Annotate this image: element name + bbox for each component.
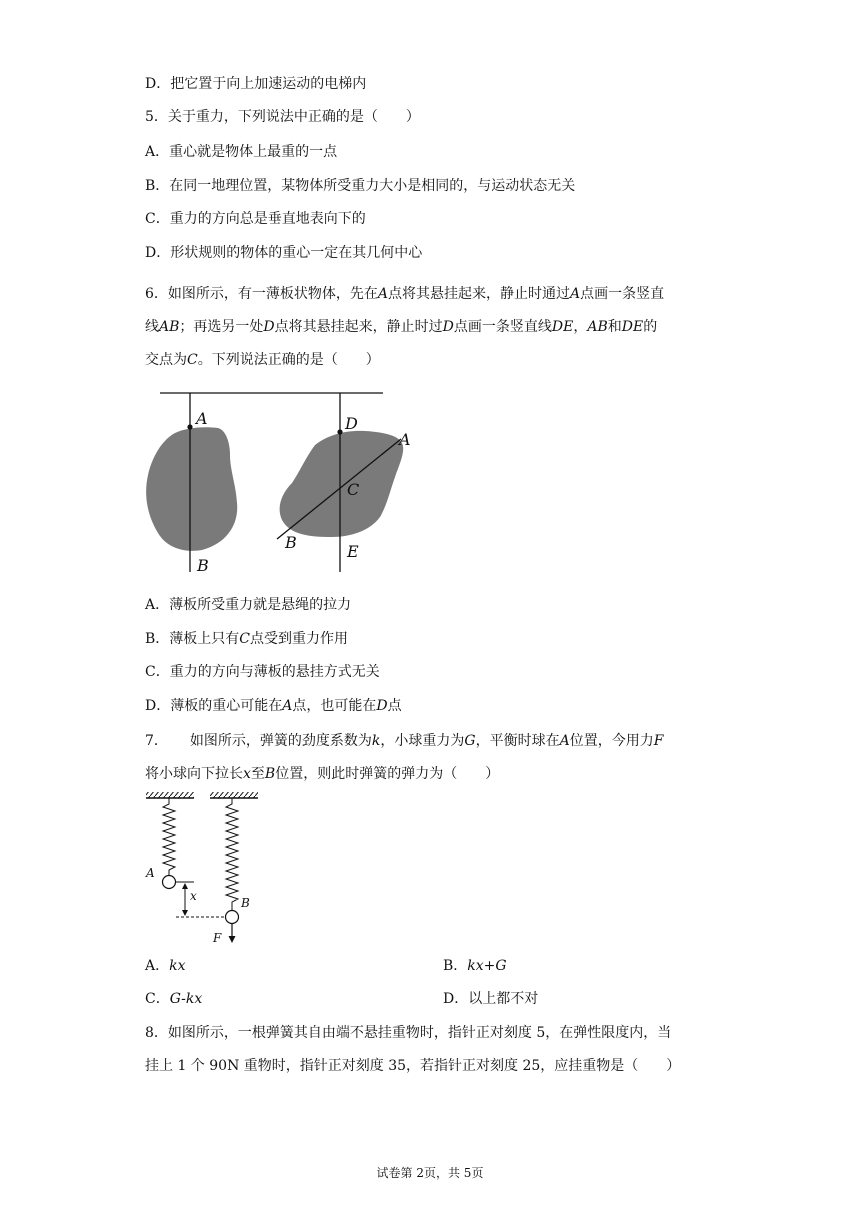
q7-option-b: B．kx+G [443, 958, 507, 974]
support-left [146, 792, 194, 798]
q5-option-c: C．重力的方向总是垂直地表向下的 [145, 211, 366, 227]
label-a-left: A [196, 409, 208, 428]
point-a-dot [187, 424, 192, 429]
ball-b [226, 911, 239, 924]
label-b: B [241, 896, 250, 910]
q8-stem-line-1: 8．如图所示，一根弹簧其自由端不悬挂重物时，指针正对刻度 5，在弹性限度内，当 [145, 1025, 672, 1041]
force-arrow-head [229, 936, 236, 943]
q7-stem-line-1: 7． 如图所示，弹簧的劲度系数为k，小球重力为G，平衡时球在A位置，今用力F [145, 733, 664, 749]
q6-stem-line-1: 6．如图所示，有一薄板状物体，先在A点将其悬挂起来，静止时通过A点画一条竖直 [145, 286, 665, 302]
spring-left [163, 798, 175, 876]
q6-figure [140, 385, 430, 580]
q7-option-c: C．G-kx [145, 991, 203, 1007]
support-right [210, 792, 258, 798]
q7-figure [140, 790, 265, 950]
label-b-right: B [285, 533, 297, 552]
q5-option-d: D．形状规则的物体的重心一定在其几何中心 [145, 245, 423, 261]
plate-right [280, 431, 404, 537]
label-x: x [190, 889, 197, 903]
label-f: F [213, 931, 222, 945]
q6-option-c: C．重力的方向与薄板的悬挂方式无关 [145, 664, 380, 680]
q4-option-d: D．把它置于向上加速运动的电梯内 [145, 76, 367, 92]
label-a-right: A [399, 430, 411, 449]
q7-option-a: A．kx [145, 958, 186, 974]
point-d-dot [337, 429, 342, 434]
label-e: E [347, 542, 359, 561]
q5-option-a: A．重心就是物体上最重的一点 [145, 144, 338, 160]
label-b-left: B [197, 556, 209, 575]
label-a: A [146, 866, 155, 880]
spring-right [226, 798, 238, 910]
q5-stem: 5．关于重力，下列说法中正确的是（ ） [145, 109, 420, 125]
label-c: C [347, 480, 360, 499]
q8-stem-line-2: 挂上 1 个 90N 重物时，指针正对刻度 35，若指针正对刻度 25，应挂重物是（ ） [145, 1058, 681, 1074]
q6-option-b: B．薄板上只有C点受到重力作用 [145, 631, 349, 647]
q5-option-b: B．在同一地理位置，某物体所受重力大小是相同的，与运动状态无关 [145, 178, 576, 194]
label-d: D [345, 414, 358, 433]
x-arrow-up [182, 883, 188, 889]
plate-left [146, 427, 237, 551]
q7-option-d: D．以上都不对 [443, 991, 539, 1007]
q7-stem-line-2: 将小球向下拉长x至B位置，则此时弹簧的弹力为（ ） [145, 766, 500, 782]
page-footer: 试卷第 2页，共 5页 [376, 1166, 484, 1180]
q6-stem-line-3: 交点为C。下列说法正确的是（ ） [145, 352, 380, 368]
ball-a [163, 876, 176, 889]
q6-option-d: D．薄板的重心可能在A点，也可能在D点 [145, 698, 402, 714]
q6-stem-line-2: 线AB；再选另一处D点将其悬挂起来，静止时过D点画一条竖直线DE，AB和DE的 [145, 319, 658, 335]
x-arrow-down [182, 910, 188, 916]
q6-option-a: A．薄板所受重力就是悬绳的拉力 [145, 597, 352, 613]
